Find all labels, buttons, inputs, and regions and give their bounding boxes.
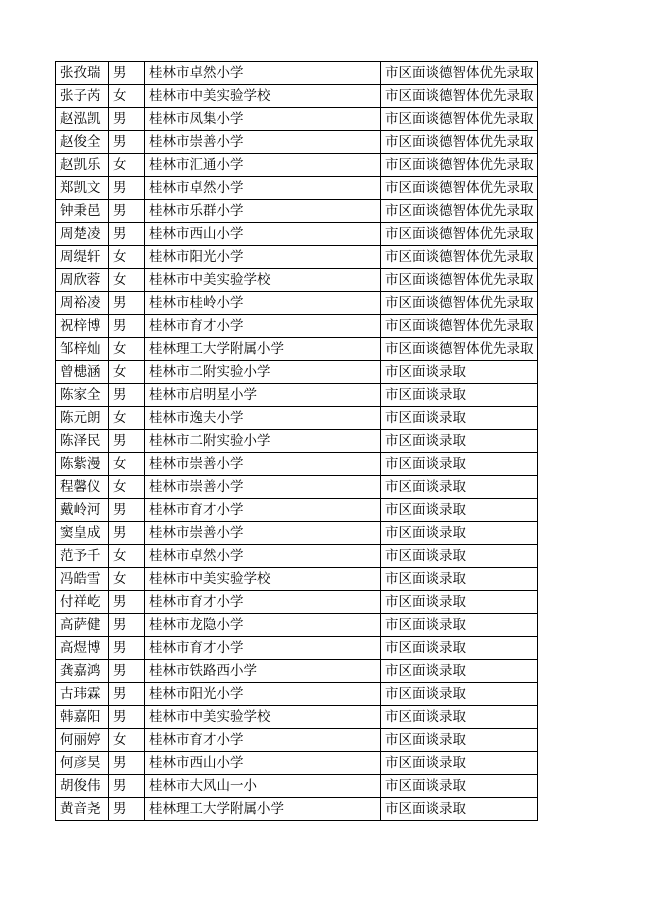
gender-cell: 女 (109, 85, 145, 108)
admission-result-cell: 市区面谈录取 (381, 453, 538, 476)
table-row (56, 729, 538, 752)
student-name-cell: 赵俊全 (56, 131, 109, 154)
table-row (56, 453, 538, 476)
student-name-cell: 窦皇成 (56, 522, 109, 545)
student-name-cell: 赵凯乐 (56, 154, 109, 177)
gender-cell: 男 (109, 499, 145, 522)
table-row (56, 476, 538, 499)
school-cell: 桂林市中美实验学校 (145, 568, 381, 591)
roster-body (56, 62, 538, 821)
gender-cell: 男 (109, 752, 145, 775)
student-name-cell: 周裕凌 (56, 292, 109, 315)
gender-cell: 男 (109, 706, 145, 729)
school-cell: 桂林市中美实验学校 (145, 706, 381, 729)
student-name-cell: 周缇轩 (56, 246, 109, 269)
table-row (56, 706, 538, 729)
gender-cell: 男 (109, 775, 145, 798)
student-name-cell: 郑凯文 (56, 177, 109, 200)
school-cell: 桂林市启明星小学 (145, 384, 381, 407)
admission-result-cell: 市区面谈录取 (381, 476, 538, 499)
table-row (56, 292, 538, 315)
school-cell: 桂林市乐群小学 (145, 200, 381, 223)
gender-cell: 男 (109, 591, 145, 614)
gender-cell: 女 (109, 729, 145, 752)
admission-result-cell: 市区面谈录取 (381, 522, 538, 545)
gender-cell: 男 (109, 683, 145, 706)
admission-result-cell: 市区面谈录取 (381, 361, 538, 384)
school-cell: 桂林市中美实验学校 (145, 85, 381, 108)
school-cell: 桂林理工大学附属小学 (145, 798, 381, 821)
school-cell: 桂林市育才小学 (145, 499, 381, 522)
admission-result-cell: 市区面谈德智体优先录取 (381, 223, 538, 246)
gender-cell: 男 (109, 223, 145, 246)
table-row (56, 683, 538, 706)
table-row (56, 568, 538, 591)
school-cell: 桂林市育才小学 (145, 729, 381, 752)
student-name-cell: 张子芮 (56, 85, 109, 108)
gender-cell: 男 (109, 384, 145, 407)
table-row (56, 62, 538, 85)
student-name-cell: 陈元朗 (56, 407, 109, 430)
table-row (56, 361, 538, 384)
admission-result-cell: 市区面谈录取 (381, 614, 538, 637)
table-row (56, 752, 538, 775)
school-cell: 桂林市桂岭小学 (145, 292, 381, 315)
gender-cell: 男 (109, 177, 145, 200)
school-cell: 桂林市龙隐小学 (145, 614, 381, 637)
student-name-cell: 龚嘉鸿 (56, 660, 109, 683)
table-row (56, 108, 538, 131)
school-cell: 桂林市崇善小学 (145, 453, 381, 476)
admission-result-cell: 市区面谈录取 (381, 384, 538, 407)
admission-result-cell: 市区面谈德智体优先录取 (381, 85, 538, 108)
gender-cell: 男 (109, 131, 145, 154)
school-cell: 桂林市卓然小学 (145, 545, 381, 568)
admission-result-cell: 市区面谈德智体优先录取 (381, 177, 538, 200)
table-row (56, 637, 538, 660)
school-cell: 桂林市铁路西小学 (145, 660, 381, 683)
school-cell: 桂林市育才小学 (145, 637, 381, 660)
student-name-cell: 古玮霖 (56, 683, 109, 706)
admission-result-cell: 市区面谈录取 (381, 407, 538, 430)
admission-result-cell: 市区面谈录取 (381, 591, 538, 614)
table-row (56, 223, 538, 246)
admission-result-cell: 市区面谈德智体优先录取 (381, 269, 538, 292)
gender-cell: 女 (109, 269, 145, 292)
table-row (56, 246, 538, 269)
admission-result-cell: 市区面谈德智体优先录取 (381, 246, 538, 269)
gender-cell: 男 (109, 430, 145, 453)
student-name-cell: 戴岭河 (56, 499, 109, 522)
table-row (56, 200, 538, 223)
student-name-cell: 程馨仪 (56, 476, 109, 499)
gender-cell: 女 (109, 545, 145, 568)
gender-cell: 男 (109, 315, 145, 338)
school-cell: 桂林市二附实验小学 (145, 361, 381, 384)
school-cell: 桂林市阳光小学 (145, 246, 381, 269)
school-cell: 桂林市崇善小学 (145, 522, 381, 545)
gender-cell: 男 (109, 200, 145, 223)
student-name-cell: 韩嘉阳 (56, 706, 109, 729)
admission-result-cell: 市区面谈德智体优先录取 (381, 108, 538, 131)
student-name-cell: 胡俊伟 (56, 775, 109, 798)
student-name-cell: 周楚凌 (56, 223, 109, 246)
gender-cell: 男 (109, 614, 145, 637)
admission-result-cell: 市区面谈录取 (381, 568, 538, 591)
student-name-cell: 何彦昊 (56, 752, 109, 775)
table-row (56, 154, 538, 177)
student-name-cell: 高煜博 (56, 637, 109, 660)
table-row (56, 660, 538, 683)
admission-result-cell: 市区面谈录取 (381, 430, 538, 453)
admission-result-cell: 市区面谈德智体优先录取 (381, 338, 538, 361)
gender-cell: 男 (109, 292, 145, 315)
admission-result-cell: 市区面谈录取 (381, 660, 538, 683)
admission-result-cell: 市区面谈录取 (381, 752, 538, 775)
admission-roster-table (55, 61, 538, 821)
school-cell: 桂林市育才小学 (145, 591, 381, 614)
gender-cell: 男 (109, 798, 145, 821)
gender-cell: 女 (109, 453, 145, 476)
gender-cell: 女 (109, 361, 145, 384)
student-name-cell: 陈泽民 (56, 430, 109, 453)
admission-result-cell: 市区面谈德智体优先录取 (381, 200, 538, 223)
school-cell: 桂林市汇通小学 (145, 154, 381, 177)
student-name-cell: 陈家全 (56, 384, 109, 407)
school-cell: 桂林市阳光小学 (145, 683, 381, 706)
gender-cell: 女 (109, 338, 145, 361)
table-row (56, 131, 538, 154)
student-name-cell: 张孜瑞 (56, 62, 109, 85)
admission-result-cell: 市区面谈德智体优先录取 (381, 62, 538, 85)
admission-result-cell: 市区面谈录取 (381, 545, 538, 568)
admission-result-cell: 市区面谈录取 (381, 729, 538, 752)
table-row (56, 315, 538, 338)
gender-cell: 男 (109, 660, 145, 683)
student-name-cell: 曾槵涵 (56, 361, 109, 384)
admission-result-cell: 市区面谈录取 (381, 637, 538, 660)
student-name-cell: 邹梓灿 (56, 338, 109, 361)
gender-cell: 男 (109, 522, 145, 545)
table-row (56, 269, 538, 292)
table-row (56, 614, 538, 637)
student-name-cell: 何丽婷 (56, 729, 109, 752)
school-cell: 桂林市中美实验学校 (145, 269, 381, 292)
table-row (56, 545, 538, 568)
gender-cell: 男 (109, 637, 145, 660)
school-cell: 桂林市崇善小学 (145, 476, 381, 499)
gender-cell: 女 (109, 568, 145, 591)
student-name-cell: 祝梓博 (56, 315, 109, 338)
student-name-cell: 范予千 (56, 545, 109, 568)
gender-cell: 女 (109, 246, 145, 269)
admission-result-cell: 市区面谈录取 (381, 683, 538, 706)
gender-cell: 男 (109, 108, 145, 131)
admission-result-cell: 市区面谈录取 (381, 499, 538, 522)
student-name-cell: 陈紫漫 (56, 453, 109, 476)
student-name-cell: 钟秉邑 (56, 200, 109, 223)
admission-result-cell: 市区面谈录取 (381, 775, 538, 798)
student-name-cell: 黄音尧 (56, 798, 109, 821)
table-row (56, 430, 538, 453)
student-name-cell: 冯皓雪 (56, 568, 109, 591)
admission-result-cell: 市区面谈德智体优先录取 (381, 131, 538, 154)
table-row (56, 338, 538, 361)
school-cell: 桂林理工大学附属小学 (145, 338, 381, 361)
school-cell: 桂林市逸夫小学 (145, 407, 381, 430)
table-row (56, 591, 538, 614)
table-row (56, 798, 538, 821)
student-name-cell: 赵泓凯 (56, 108, 109, 131)
table-row (56, 384, 538, 407)
gender-cell: 女 (109, 154, 145, 177)
admission-result-cell: 市区面谈德智体优先录取 (381, 315, 538, 338)
table-row (56, 85, 538, 108)
school-cell: 桂林市西山小学 (145, 752, 381, 775)
table-row (56, 522, 538, 545)
school-cell: 桂林市二附实验小学 (145, 430, 381, 453)
student-name-cell: 高萨健 (56, 614, 109, 637)
school-cell: 桂林市育才小学 (145, 315, 381, 338)
student-name-cell: 周欣蓉 (56, 269, 109, 292)
school-cell: 桂林市卓然小学 (145, 62, 381, 85)
school-cell: 桂林市崇善小学 (145, 131, 381, 154)
gender-cell: 女 (109, 407, 145, 430)
school-cell: 桂林市卓然小学 (145, 177, 381, 200)
table-row (56, 499, 538, 522)
admission-result-cell: 市区面谈德智体优先录取 (381, 292, 538, 315)
gender-cell: 男 (109, 62, 145, 85)
admission-result-cell: 市区面谈录取 (381, 706, 538, 729)
table-row (56, 407, 538, 430)
gender-cell: 女 (109, 476, 145, 499)
admission-result-cell: 市区面谈德智体优先录取 (381, 154, 538, 177)
school-cell: 桂林市西山小学 (145, 223, 381, 246)
school-cell: 桂林市大风山一小 (145, 775, 381, 798)
table-row (56, 177, 538, 200)
admission-result-cell: 市区面谈录取 (381, 798, 538, 821)
table-row (56, 775, 538, 798)
student-name-cell: 付祥屹 (56, 591, 109, 614)
school-cell: 桂林市凤集小学 (145, 108, 381, 131)
